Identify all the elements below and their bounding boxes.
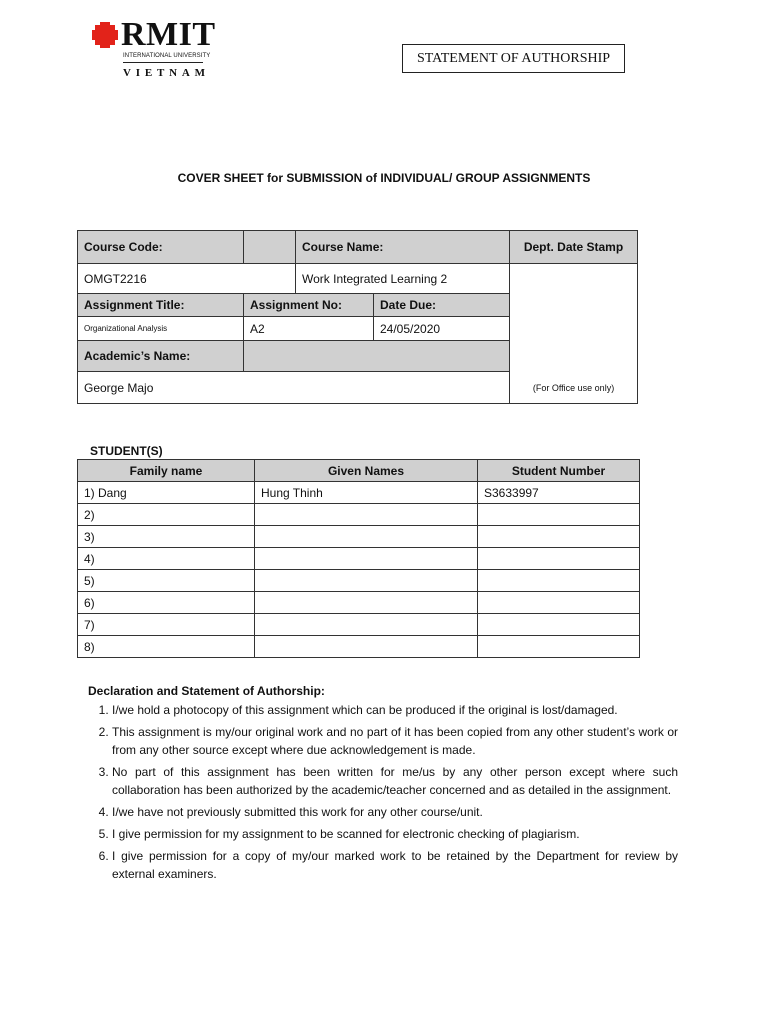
given-names-cell	[255, 526, 478, 548]
dept-date-stamp-area: (For Office use only)	[510, 264, 638, 404]
course-code-value: OMGT2216	[78, 264, 296, 294]
logo-wordmark: RMIT	[121, 16, 216, 53]
declaration-item: 1. I/we hold a photocopy of this assignment which can be produced if the original is lost/damaged.	[112, 701, 678, 719]
table-row	[78, 614, 640, 636]
family-name-cell: 8)	[78, 636, 255, 658]
table-row	[78, 636, 640, 658]
given-names-cell	[255, 504, 478, 526]
family-name-header: Family name	[78, 460, 255, 482]
course-name-label: Course Name:	[296, 231, 510, 264]
assignment-no-label: Assignment No:	[244, 294, 374, 317]
students-table	[77, 459, 640, 658]
course-details-table	[77, 230, 638, 404]
table-row	[78, 548, 640, 570]
rmit-logo	[92, 18, 222, 84]
student-number-cell	[478, 548, 640, 570]
family-name-cell: 1) Dang	[78, 482, 255, 504]
table-row	[78, 592, 640, 614]
declaration-title: Declaration and Statement of Authorship:	[88, 684, 325, 698]
course-name-value: Work Integrated Learning 2	[296, 264, 510, 294]
dept-date-stamp-label: Dept. Date Stamp	[510, 231, 638, 264]
assignment-no-value: A2	[244, 317, 374, 341]
given-names-cell	[255, 636, 478, 658]
table-row	[78, 526, 640, 548]
given-names-header: Given Names	[255, 460, 478, 482]
assignment-title-value: Organizational Analysis	[78, 317, 244, 341]
family-name-cell: 5)	[78, 570, 255, 592]
family-name-cell: 3)	[78, 526, 255, 548]
declaration-list	[88, 701, 678, 883]
assignment-title-label: Assignment Title:	[78, 294, 244, 317]
course-code-label: Course Code:	[78, 231, 244, 264]
statement-of-authorship-box: STATEMENT OF AUTHORSHIP	[402, 44, 625, 73]
student-number-cell: S3633997	[478, 482, 640, 504]
given-names-cell	[255, 570, 478, 592]
students-label: STUDENT(S)	[90, 444, 163, 458]
academic-name-label: Academic’s Name:	[78, 341, 244, 372]
academic-name-spacer	[244, 341, 510, 372]
student-number-cell	[478, 526, 640, 548]
logo-university-text: INTERNATIONAL UNIVERSITY	[123, 53, 211, 59]
declaration-item: 3. No part of this assignment has been written for me/us by any other person except where such collaboration has been authorized by the academic/teacher concerned and as detailed in the assignment.	[112, 763, 678, 799]
student-number-cell	[478, 636, 640, 658]
declaration-section	[88, 682, 678, 887]
given-names-cell	[255, 548, 478, 570]
academic-name-value: George Majo	[78, 372, 510, 404]
date-due-label: Date Due:	[374, 294, 510, 317]
logo-country-text: VIETNAM	[123, 67, 210, 79]
given-names-cell: Hung Thinh	[255, 482, 478, 504]
family-name-cell: 2)	[78, 504, 255, 526]
date-due-value: 24/05/2020	[374, 317, 510, 341]
course-code-spacer	[244, 231, 296, 264]
declaration-item: 5. I give permission for my assignment to be scanned for electronic checking of plagiarism.	[112, 825, 678, 843]
student-number-cell	[478, 504, 640, 526]
table-row	[78, 482, 640, 504]
table-row	[78, 504, 640, 526]
table-row	[78, 570, 640, 592]
family-name-cell: 6)	[78, 592, 255, 614]
students-header-row	[78, 460, 640, 482]
given-names-cell	[255, 614, 478, 636]
given-names-cell	[255, 592, 478, 614]
student-number-cell	[478, 614, 640, 636]
declaration-item: 4. I/we have not previously submitted this work for any other course/unit.	[112, 803, 678, 821]
student-number-cell	[478, 570, 640, 592]
logo-divider	[123, 62, 203, 63]
rmit-pixel-logo-icon	[92, 22, 118, 48]
student-number-header: Student Number	[478, 460, 640, 482]
cover-sheet-title: COVER SHEET for SUBMISSION of INDIVIDUAL/ GROUP ASSIGNMENTS	[177, 171, 591, 185]
family-name-cell: 4)	[78, 548, 255, 570]
student-number-cell	[478, 592, 640, 614]
declaration-item: 2. This assignment is my/our original work and no part of it has been copied from any other student’s work or from any other source except where due acknowledgement is made.	[112, 723, 678, 759]
declaration-item: 6. I give permission for a copy of my/our marked work to be retained by the Department for review by external examiners.	[112, 847, 678, 883]
family-name-cell: 7)	[78, 614, 255, 636]
